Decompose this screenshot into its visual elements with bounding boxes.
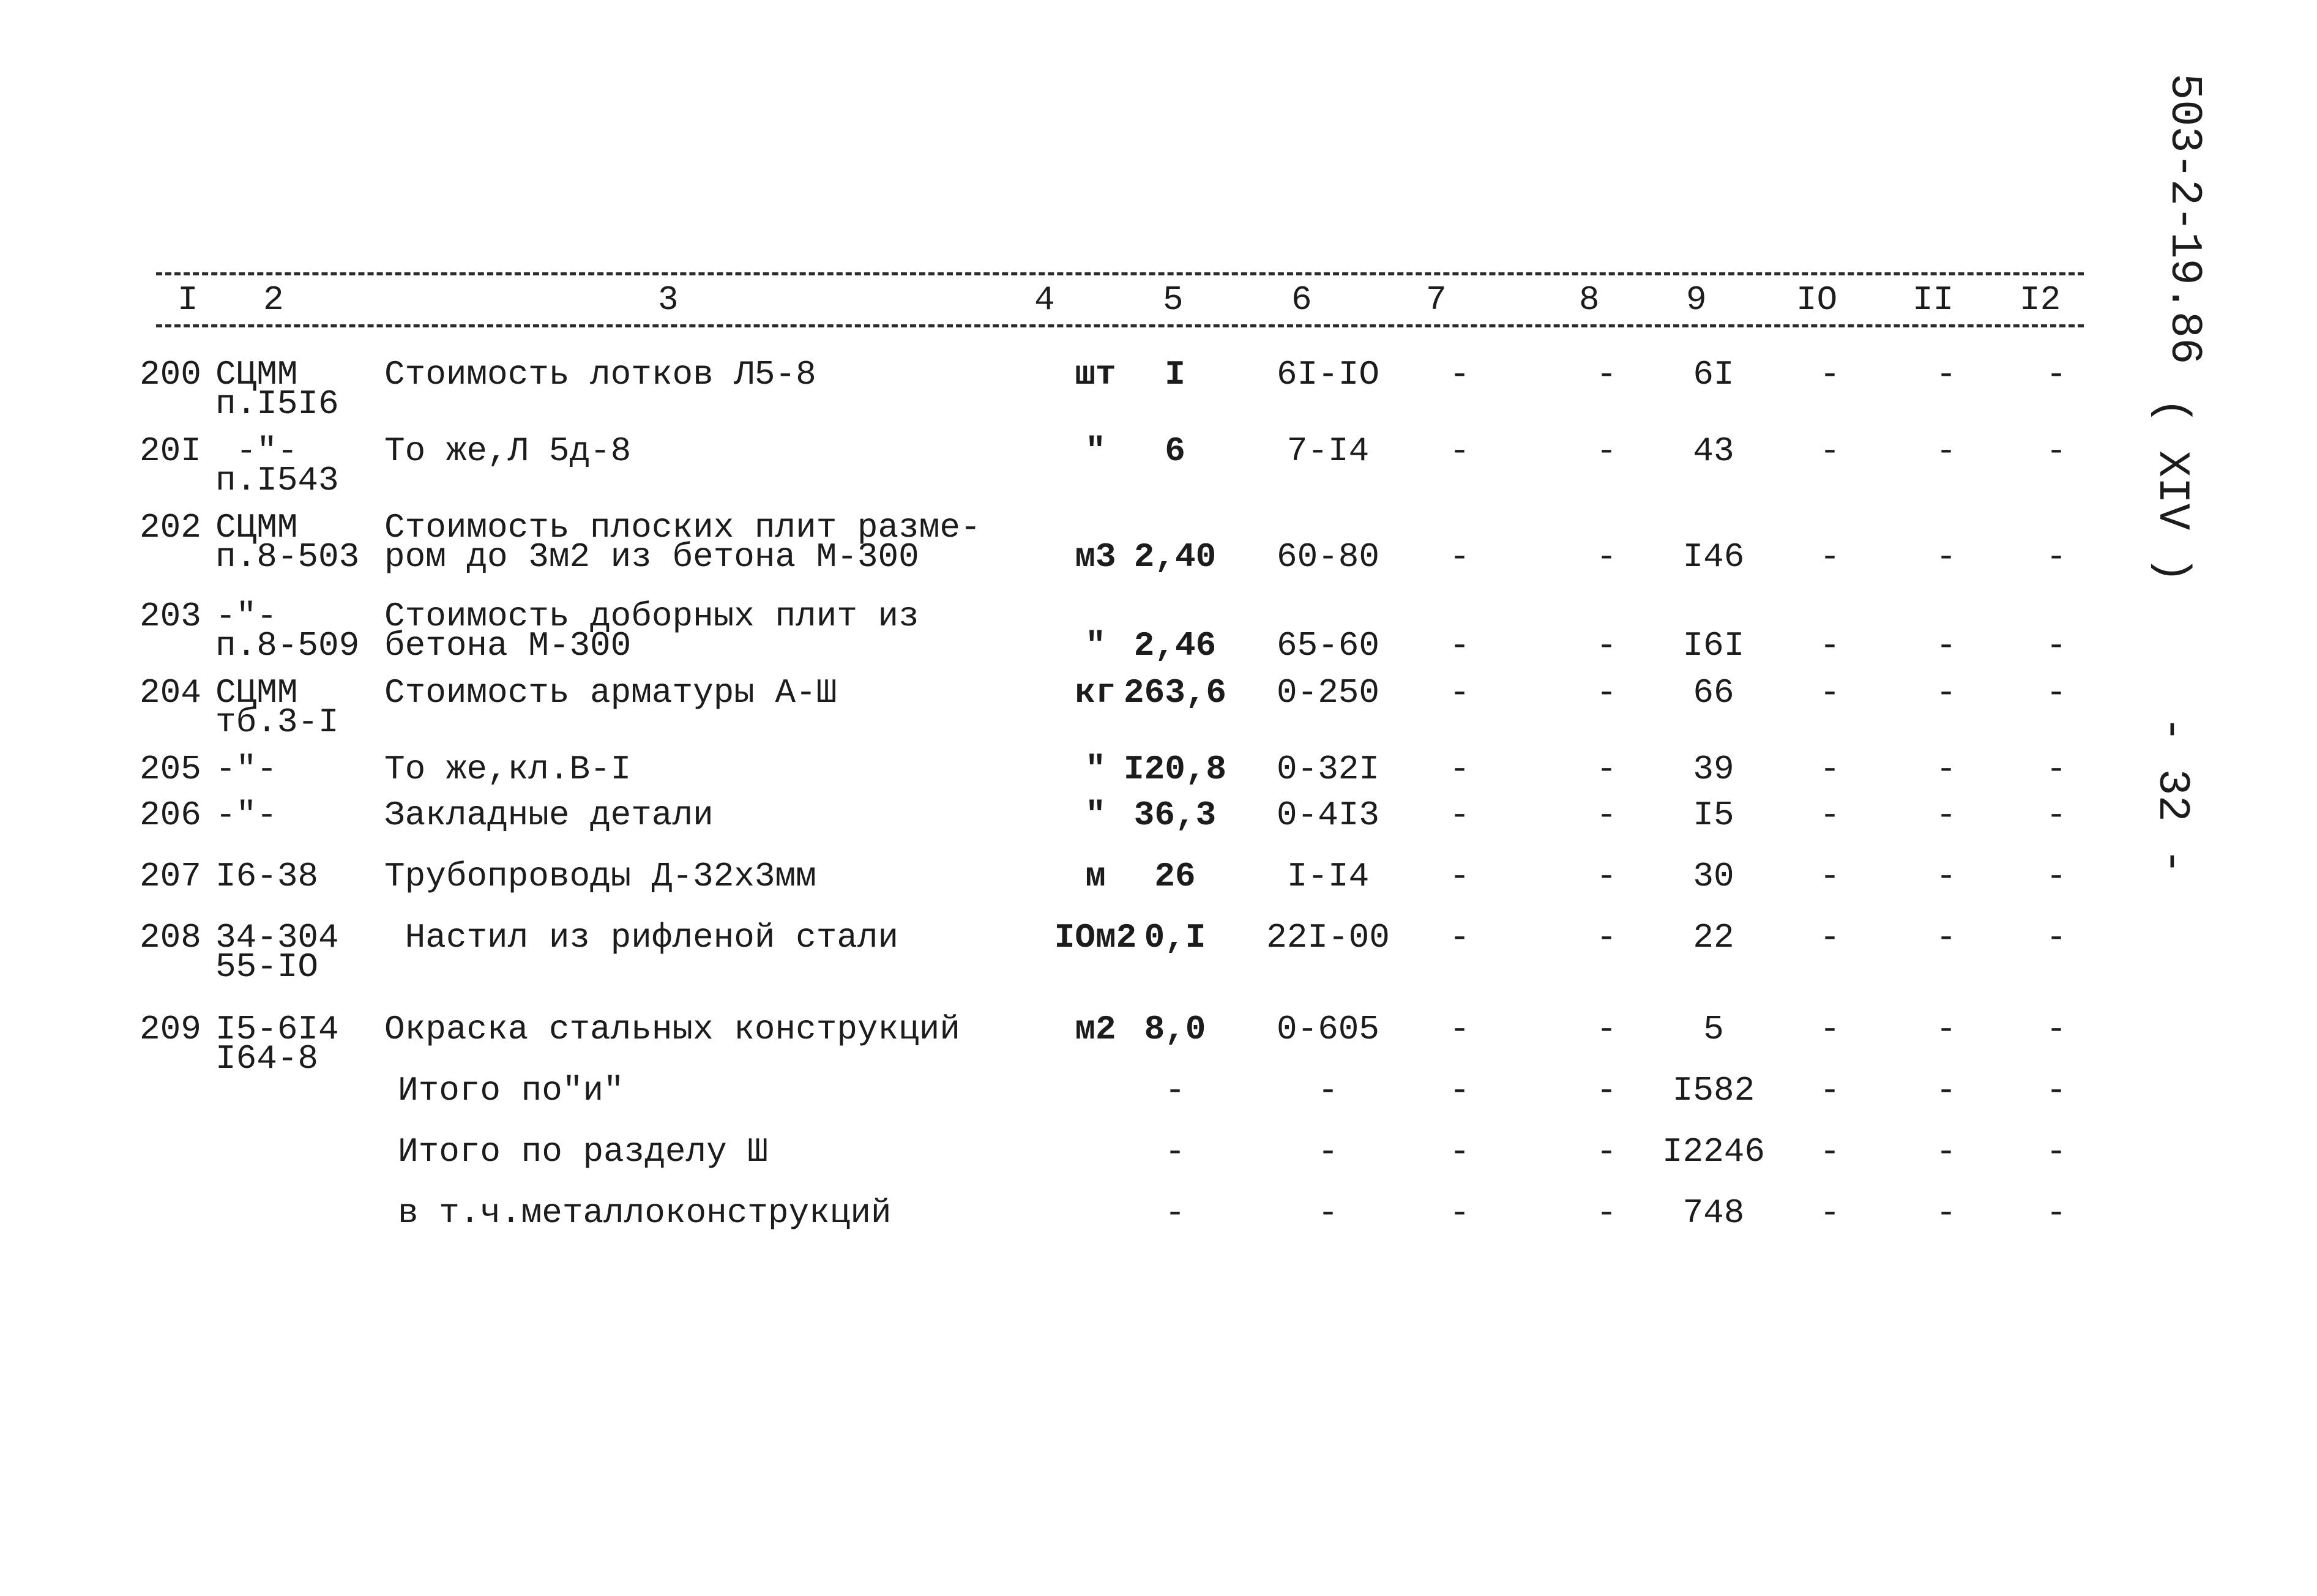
row-number: 200	[140, 355, 201, 394]
table-row	[0, 673, 2317, 742]
unit: шт	[1075, 355, 1116, 394]
col-12: -	[2046, 1071, 2067, 1110]
table-row	[0, 355, 2317, 423]
price-code: -"-	[215, 597, 277, 636]
col-11: -	[1936, 1132, 1957, 1171]
total-cost: 39	[1693, 750, 1734, 789]
quantity: -	[1165, 1071, 1185, 1110]
total-cost: I46	[1682, 537, 1745, 576]
quantity: 6	[1165, 431, 1185, 471]
unit: м2	[1075, 1010, 1116, 1049]
total-cost: 6I	[1693, 355, 1734, 394]
col-7: -	[1449, 1132, 1470, 1171]
col-11: -	[1936, 857, 1957, 896]
unit-price: 65-60	[1276, 626, 1380, 665]
total-cost: 30	[1693, 857, 1734, 896]
total-cost: I6I	[1682, 626, 1745, 665]
price-code: п.I543	[215, 461, 339, 500]
price-code: СЦММ	[215, 508, 298, 547]
col-8: -	[1596, 1071, 1617, 1110]
row-number: 207	[140, 857, 201, 896]
quantity: -	[1165, 1193, 1185, 1232]
col-10: -	[1819, 796, 1840, 835]
column-number: 6	[1291, 280, 1312, 319]
quantity: I	[1165, 355, 1185, 394]
quantity: 263,6	[1123, 673, 1227, 712]
column-number: 2	[263, 280, 284, 319]
col-11: -	[1936, 796, 1957, 835]
table-row	[0, 918, 2317, 986]
col-8: -	[1596, 537, 1617, 576]
col-10: -	[1819, 857, 1840, 896]
price-code: -"-	[215, 796, 277, 835]
price-code: тб.3-I	[215, 703, 339, 742]
column-number: II	[1912, 280, 1954, 319]
column-number: IO	[1796, 280, 1838, 319]
unit: "	[1085, 796, 1106, 835]
totals-row	[0, 1132, 2317, 1171]
price-code: 55-IO	[215, 947, 319, 986]
totals-row	[0, 1071, 2317, 1110]
total-cost: 22	[1693, 918, 1734, 957]
column-number: I	[177, 280, 198, 319]
col-8: -	[1596, 355, 1617, 394]
unit-price: 0-4I3	[1276, 796, 1380, 835]
col-8: -	[1596, 857, 1617, 896]
item-name: Стоимость лотков Л5-8	[384, 355, 816, 394]
total-cost: I5	[1693, 796, 1734, 835]
quantity: 2,40	[1133, 537, 1217, 576]
row-number: 204	[140, 673, 201, 712]
price-code: СЦММ	[215, 355, 298, 394]
col-8: -	[1596, 796, 1617, 835]
row-number: 206	[140, 796, 201, 835]
item-name: Стоимость плоских плит разме-	[384, 508, 981, 547]
column-number: 3	[658, 280, 679, 319]
unit-price: 22I-00	[1266, 918, 1390, 957]
col-11: -	[1936, 1071, 1957, 1110]
col-12: -	[2046, 1132, 2067, 1171]
col-11: -	[1936, 537, 1957, 576]
quantity: -	[1165, 1132, 1185, 1171]
totals-label: Итого по"и"	[398, 1071, 624, 1110]
col-12: -	[2046, 918, 2067, 957]
quantity: 26	[1154, 857, 1196, 896]
col-11: -	[1936, 750, 1957, 789]
unit: кг	[1075, 673, 1116, 712]
col-10: -	[1819, 431, 1840, 471]
quantity: 0,I	[1144, 918, 1206, 957]
col-12: -	[2046, 673, 2067, 712]
total-cost: 748	[1682, 1193, 1745, 1232]
col-10: -	[1819, 1132, 1840, 1171]
col-12: -	[2046, 796, 2067, 835]
col-8: -	[1596, 673, 1617, 712]
col-10: -	[1819, 1193, 1840, 1232]
col-10: -	[1819, 918, 1840, 957]
price-code: I64-8	[215, 1039, 319, 1078]
quantity: I20,8	[1123, 750, 1227, 789]
unit-price: -	[1318, 1132, 1338, 1171]
col-11: -	[1936, 1010, 1957, 1049]
col-8: -	[1596, 750, 1617, 789]
total-cost: 5	[1703, 1010, 1724, 1049]
col-12: -	[2046, 626, 2067, 665]
row-number: 205	[140, 750, 201, 789]
price-code: I5-6I4	[215, 1010, 339, 1049]
unit-price: 0-605	[1276, 1010, 1380, 1049]
col-7: -	[1449, 431, 1470, 471]
unit: "	[1085, 750, 1106, 789]
col-12: -	[2046, 857, 2067, 896]
row-number: 203	[140, 597, 201, 636]
col-10: -	[1819, 1071, 1840, 1110]
side-section: ( XIV )	[2147, 398, 2197, 583]
unit-price: -	[1318, 1071, 1338, 1110]
col-7: -	[1449, 537, 1470, 576]
col-8: -	[1596, 1132, 1617, 1171]
unit-price: I-I4	[1286, 857, 1370, 896]
col-11: -	[1936, 431, 1957, 471]
item-name: ром до 3м2 из бетона М-300	[384, 537, 919, 576]
unit-price: 60-80	[1276, 537, 1380, 576]
price-code: п.8-509	[215, 626, 360, 665]
quantity: 8,0	[1144, 1010, 1206, 1049]
col-8: -	[1596, 626, 1617, 665]
unit-price: 6I-IO	[1276, 355, 1380, 394]
col-10: -	[1819, 673, 1840, 712]
col-12: -	[2046, 431, 2067, 471]
column-number: I2	[2020, 280, 2061, 319]
item-name: Окраска стальных конструкций	[384, 1010, 960, 1049]
col-7: -	[1449, 796, 1470, 835]
col-12: -	[2046, 1193, 2067, 1232]
quantity: 2,46	[1133, 626, 1217, 665]
item-name: Стоимость арматуры А-Ш	[384, 673, 837, 712]
col-12: -	[2046, 355, 2067, 394]
side-doc-code: 503-2-19.86	[2159, 73, 2209, 365]
item-name: То же,кл.В-I	[384, 750, 632, 789]
item-name: То же,Л 5д-8	[384, 431, 632, 471]
column-number: 8	[1579, 280, 1600, 319]
item-name: бетона М-300	[384, 626, 632, 665]
totals-row	[0, 1193, 2317, 1232]
col-7: -	[1449, 918, 1470, 957]
item-name: Трубопроводы Д-32х3мм	[384, 857, 816, 896]
quantity: 36,3	[1133, 796, 1217, 835]
col-11: -	[1936, 355, 1957, 394]
col-8: -	[1596, 431, 1617, 471]
price-code: СЦММ	[215, 673, 298, 712]
unit-price: 0-32I	[1276, 750, 1380, 789]
table-row	[0, 431, 2317, 500]
col-7: -	[1449, 750, 1470, 789]
col-7: -	[1449, 355, 1470, 394]
col-7: -	[1449, 1071, 1470, 1110]
column-number: 5	[1163, 280, 1184, 319]
unit-price: -	[1318, 1193, 1338, 1232]
unit: м	[1085, 857, 1106, 896]
price-code: -"-	[215, 750, 277, 789]
unit-price: 7-I4	[1286, 431, 1370, 471]
total-cost: I2246	[1662, 1132, 1766, 1171]
col-11: -	[1936, 1193, 1957, 1232]
col-10: -	[1819, 537, 1840, 576]
column-number: 7	[1426, 280, 1447, 319]
col-7: -	[1449, 673, 1470, 712]
price-code: п.I5I6	[215, 384, 339, 423]
col-12: -	[2046, 750, 2067, 789]
unit-price: 0-250	[1276, 673, 1380, 712]
col-8: -	[1596, 1193, 1617, 1232]
totals-label: Итого по разделу Ш	[398, 1132, 768, 1171]
col-11: -	[1936, 918, 1957, 957]
col-12: -	[2046, 537, 2067, 576]
col-7: -	[1449, 857, 1470, 896]
row-number: 202	[140, 508, 201, 547]
price-code: 34-304	[215, 918, 339, 957]
col-11: -	[1936, 626, 1957, 665]
col-10: -	[1819, 355, 1840, 394]
price-code: п.8-503	[215, 537, 360, 576]
item-name: Стоимость доборных плит из	[384, 597, 919, 636]
totals-label: в т.ч.металлоконструкций	[398, 1193, 892, 1232]
col-12: -	[2046, 1010, 2067, 1049]
col-8: -	[1596, 1010, 1617, 1049]
price-code: I6-38	[215, 857, 319, 896]
total-cost: 66	[1693, 673, 1734, 712]
col-7: -	[1449, 626, 1470, 665]
col-8: -	[1596, 918, 1617, 957]
col-11: -	[1936, 673, 1957, 712]
unit: "	[1085, 626, 1106, 665]
col-10: -	[1819, 626, 1840, 665]
column-number: 9	[1686, 280, 1707, 319]
side-page-number: - 32 -	[2147, 716, 2197, 875]
row-number: 208	[140, 918, 201, 957]
unit: м3	[1075, 537, 1116, 576]
table-row	[0, 508, 2317, 576]
col-10: -	[1819, 750, 1840, 789]
row-number: 20I	[140, 431, 201, 471]
header-bottom-rule	[156, 324, 2084, 327]
item-name: Закладные детали	[384, 796, 714, 835]
unit: IOм2	[1054, 918, 1137, 957]
header-top-rule	[156, 272, 2084, 275]
col-10: -	[1819, 1010, 1840, 1049]
price-code: -"-	[215, 431, 298, 471]
col-7: -	[1449, 1010, 1470, 1049]
column-number: 4	[1034, 280, 1055, 319]
unit: "	[1085, 431, 1106, 471]
item-name: Настил из рифленой стали	[384, 918, 899, 957]
row-number: 209	[140, 1010, 201, 1049]
col-7: -	[1449, 1193, 1470, 1232]
total-cost: 43	[1693, 431, 1734, 471]
total-cost: I582	[1672, 1071, 1755, 1110]
